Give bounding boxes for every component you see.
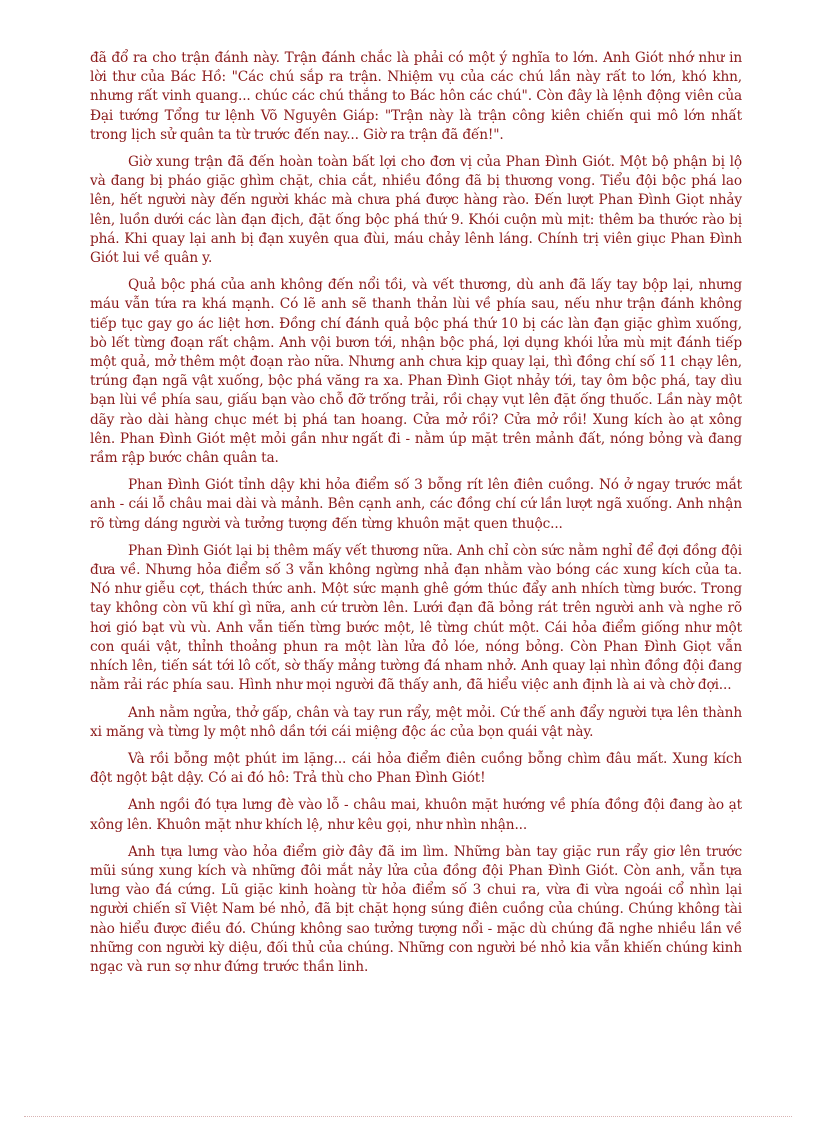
paragraph-3: Quả bộc phá của anh không đến nổi tồi, và vết thương, dù anh đã lấy tay bộp lại, nhưng máu vẫn tứa ra khá mạnh. Có lẽ anh sẽ thanh thản lùi về phía sau, nếu như trận đánh không tiếp tục gay go ác liệt hơn. Đồng chí đánh quả bộc phá thứ 10 bị các làn đạn giặc ghìm xuống, bò lết từng đoạn rất chậm. Anh vội bươn tới, nhận bộc phá, lợi dụng khói lửa mù mịt đánh tiếp một quả, mở thêm một đoạn rào nữa. Nhưng anh chưa kịp quay lại, thì đồng chí số 11 chạy lên, trúng đạn ngã vật xuống, bộc phá văng ra xa. Phan Đình Giọt nhảy tới, tay ôm bộc phá, tay dìu bạn lùi về phía sau, giấu bạn vào chỗ đỡ trống trải, rồi chạy vụt lên đặt ống thuốc. Lần này một dãy rào dài hàng chục mét bị phá tan hoang. Cửa mở rồi? Cửa mở rồi! Xung kích ào ạt xông lên. Phan Đình Giót mệt mỏi gần như ngất đi - nằm úp mặt trên mảnh đất, nóng bỏng và đang rầm rập bước chân quân ta. [90, 277, 742, 467]
paragraph-4: Phan Đình Giót tỉnh dậy khi hỏa điểm số 3 bỗng rít lên điên cuồng. Nó ở ngay trước mắt anh - cái lỗ châu mai dài và mảnh. Bên cạnh anh, các đồng chí cứ lần lượt ngã xuống. Anh nhận rõ từng dáng người và tưởng tượng đến từng khuôn mặt quen thuộc... [90, 477, 742, 532]
paragraph-7: Và rồi bỗng một phút im lặng... cái hỏa điểm điên cuồng bỗng chìm đâu mất. Xung kích đột ngột bật dậy. Có ai đó hô: Trả thù cho Phan Đình Giót! [90, 750, 742, 787]
paragraph-8: Anh ngồi đó tựa lưng đè vào lỗ - châu mai, khuôn mặt hướng về phía đồng đội đang ào ạt xông lên. Khuôn mặt như khích lệ, như kêu gọi, như nhìn nhận... [90, 797, 742, 833]
paragraph-9: Anh tựa lưng vào hỏa điểm giờ đây đã im lìm. Những bàn tay giặc run rẩy giơ lên trước mũi súng xung kích và những đôi mắt nảy lửa của đồng đội Phan Đình Giót. Còn anh, vẫn tựa lưng vào đá cứng. Lũ giặc kinh hoàng từ hỏa điểm số 3 chui ra, vừa đi vừa ngoái cổ nhìn lại người chiến sĩ Việt Nam bé nhỏ, đã bịt chặt họng súng điên cuồng của chúng. Chúng không tài nào hiểu được điều đó. Chúng không sao tưởng tượng nổi - mặc dù chúng đã nghe nhiều lần về những con người kỳ diệu, đối thủ của chúng. Những con người bé nhỏ kia vẫn khiến chúng kinh ngạc và run sợ như đứng trước thần linh. [90, 843, 742, 975]
document-body [90, 49, 742, 985]
paragraph-5: Phan Đình Giót lại bị thêm mấy vết thương nữa. Anh chỉ còn sức nằm nghỉ để đợi đồng đội đưa về. Nhưng hỏa điểm số 3 vẫn không ngừng nhả đạn nhằm vào bóng các xung kích của ta. Nó như giễu cợt, thách thức anh. Một sức mạnh ghê gớm thúc đẩy anh nhích từng bước. Trong tay không còn vũ khí gì nữa, anh cứ trườn lên. Lưới đạn đã bỏng rát trên người anh và nghe rõ hơi gió bạt vù vù. Anh vẫn tiến từng bước một, lê từng chút một. Cái hỏa điểm giống như một con quái vật, thỉnh thoảng phun ra một làn lửa đỏ lóe, nóng bỏng. Còn Phan Đình Giọt vẫn nhích lên, tiến sát tới lô cốt, sờ thấy mảng tường đá nham nhở. Anh quay lại nhìn đồng đội đang nằm rải rác phía sau. Hình như mọi người đã thấy anh, đã hiểu việc anh định là ai và chờ đợi... [90, 542, 743, 694]
paragraph-6: Anh nằm ngửa, thở gấp, chân và tay run rẩy, mệt mỏi. Cứ thế anh đẩy người tựa lên thành xi măng và từng ly một nhô dần tới cái miệng độc ác của bọn quái vật này. [90, 704, 742, 740]
paragraph-1: đã đổ ra cho trận đánh này. Trận đánh chắc là phải có một ý nghĩa to lớn. Anh Giót nhớ như in lời thư của Bác Hồ: "Các chú sắp ra trận. Nhiệm vụ của các chú lần này rất to lớn, khó khn, nhưng rất vinh quang... chúc các chú thắng to Bác hôn các chú". Còn đây là lệnh động viên của Đại tướng Tổng tư lệnh Võ Nguyên Giáp: "Trận này là trận công kiên chiến qui mô lớn nhất trong lịch sử quân ta từ trước đến nay... Giờ ra trận đã đến!". [90, 50, 742, 143]
page-footer-divider [24, 1116, 792, 1117]
paragraph-2: Giờ xung trận đã đến hoàn toàn bất lợi cho đơn vị của Phan Đình Giót. Một bộ phận bị lộ và đang bị pháo giặc ghìm chặt, chia cắt, nhiều đồng đã bị thương vong. Tiểu đội bộc phá lao lên, hết người này đến người khác mà chưa phá được hàng rào. Đến lượt Phan Đình Giọt nhảy lên, luồn dưới các làn đạn địch, đặt ống bộc phá thứ 9. Khói cuộn mù mịt: thêm ba thước rào bị phá. Khi quay lại anh bị đạn xuyên qua đùi, máu chảy lênh láng. Chính trị viên giục Phan Đình Giót lui về quân y. [90, 154, 742, 267]
